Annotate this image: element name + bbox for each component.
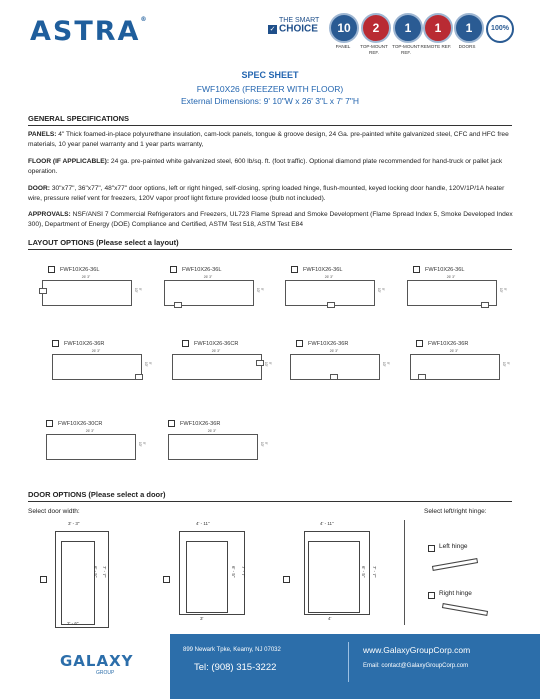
layout-width-dim: 26' 3" <box>329 349 339 353</box>
spec-sheet-title: SPEC SHEET <box>241 70 299 80</box>
layout-width-dim: 26' 3" <box>85 429 95 433</box>
door-2-frame-height-dim: 7' - 7" <box>241 566 246 578</box>
left-hinge-label: Left hinge <box>439 543 468 550</box>
layout-label: FWF10X26-36R <box>64 340 105 347</box>
door-2-bottom-dim: 3' <box>200 616 204 621</box>
door-marker <box>174 302 182 308</box>
floor-spec <box>28 157 514 176</box>
panels-label: PANELS: <box>28 131 57 138</box>
layout-width-dim: 26' 3" <box>91 349 101 353</box>
door-marker <box>256 360 264 366</box>
layout-depth-dim: 9' 10" <box>138 442 146 447</box>
layout-option-1[interactable] <box>42 266 142 293</box>
door-spec <box>28 184 514 203</box>
layout-plan <box>46 434 136 460</box>
layout-width-dim: 26' 3" <box>324 275 334 279</box>
layout-option-10[interactable] <box>168 420 268 447</box>
approvals-text: NSF/ANSI 7 Commercial Refrigerators and Freezers, UL723 Flame Spread and Smoke Development (Flame Spread Index 5, Smoke Developed Index 300), Department of Energy (DOE) Compliance and Certified, ASTM Test 518, ASTM Test E84 <box>28 211 513 228</box>
layout-label: FWF10X26-36R <box>308 340 349 347</box>
layout-checkbox[interactable] <box>48 266 55 273</box>
layout-width-dim: 26' 3" <box>211 349 221 353</box>
door-text: 30"x77", 36"x77", 48"x77" door options, left or right hinged, self-closing, spring loaded hinge, flush-mounted, keyed locking door handle, 120V/1P/1A heater wire, pressure relief vent for freezers, 120V vapor proof light fixture provided loose (bulb not included). <box>28 185 505 202</box>
floor-label: FLOOR (IF APPLICABLE): <box>28 158 110 165</box>
layout-depth-dim: 9' 10" <box>382 362 390 367</box>
badge-label-top-mount-2: TOP-MOUNT REF. <box>392 44 420 55</box>
hinge-divider <box>404 520 405 625</box>
warranty-badge-remote: 1 <box>423 13 453 43</box>
layout-checkbox[interactable] <box>168 420 175 427</box>
warranty-badge-top-mount: 2 <box>361 13 391 43</box>
door-3-height-dim: 6' - 5" <box>361 566 366 578</box>
layout-option-2[interactable] <box>164 266 264 293</box>
layout-width-dim: 26' 3" <box>203 275 213 279</box>
layout-label: FWF10X26-36L <box>425 266 465 273</box>
layout-plan <box>168 434 258 460</box>
layout-depth-dim: 9' 10" <box>256 288 264 293</box>
layout-checkbox[interactable] <box>46 420 53 427</box>
layout-label: FWF10X26-30CR <box>58 420 103 427</box>
door-1-leaf <box>61 541 95 625</box>
layout-plan <box>52 354 142 380</box>
footer-phone[interactable]: Tel: (908) 315-3222 <box>194 662 277 673</box>
warranty-badge-top-mount-2: 1 <box>393 13 423 43</box>
layout-label: FWF10X26-36CR <box>194 340 239 347</box>
layout-depth-dim: 9' 10" <box>134 288 142 293</box>
panels-text: 4" Thick foamed-in-place polyurethane insulation, cam-lock panels, tongue & groove design, 24 Ga. pre-painted white galvanized steel, CFC and HFC free materials, 10 year panel warranty and 1 year parts warranty, <box>28 131 509 148</box>
trademark: ® <box>140 16 149 23</box>
check-icon: ✓ <box>269 26 276 33</box>
footer-email[interactable]: Email: contact@GalaxyGroupCorp.com <box>363 663 469 669</box>
layout-checkbox[interactable] <box>291 266 298 273</box>
percent-badge: 100% <box>486 15 514 43</box>
galaxy-group-sub: GROUP <box>96 670 115 676</box>
layout-width-dim: 26' 3" <box>81 275 91 279</box>
layout-option-7[interactable] <box>290 340 390 367</box>
approvals-label: APPROVALS: <box>28 211 71 218</box>
layout-checkbox[interactable] <box>416 340 423 347</box>
astra-logo <box>30 16 148 47</box>
layout-width-dim: 26' 3" <box>446 275 456 279</box>
door-36-checkbox[interactable] <box>163 576 170 583</box>
hinge-label: Select left/right hinge: <box>424 508 487 515</box>
door-1-frame-height-dim: 7' - 7" <box>102 566 107 578</box>
door-1-bottom-dim: 2' - 6" <box>67 621 79 626</box>
floor-text: 24 ga. pre-painted white galvanized steel, 600 lb/sq. ft. (foot traffic). Optional diamond plate recommended for hand-truck or pallet jack operation. <box>28 158 503 175</box>
door-3-frame-height-dim: 7' - 7" <box>372 566 377 578</box>
door-marker <box>39 288 47 294</box>
layout-label: FWF10X26-36L <box>182 266 222 273</box>
layout-checkbox[interactable] <box>413 266 420 273</box>
model-title: FWF10X26 (FREEZER WITH FLOOR) <box>196 84 344 94</box>
door-3-top-dim: 4' - 11" <box>320 521 334 526</box>
layout-width-dim: 26' 3" <box>207 429 217 433</box>
layout-width-dim: 26' 3" <box>449 349 459 353</box>
footer-website[interactable]: www.GalaxyGroupCorp.com <box>363 645 471 655</box>
layout-plan <box>42 280 132 306</box>
layout-checkbox[interactable] <box>170 266 177 273</box>
external-dimensions: External Dimensions: 9' 10"W x 26' 3"L x 7' 7"H <box>180 96 359 106</box>
layout-depth-dim: 9' 10" <box>499 288 507 293</box>
panels-spec <box>28 130 514 149</box>
left-hinge-checkbox[interactable] <box>428 545 435 552</box>
layout-option-3[interactable] <box>285 266 385 293</box>
layout-option-5[interactable] <box>52 340 152 367</box>
layout-label: FWF10X26-36R <box>428 340 469 347</box>
door-3-bottom-dim: 4' <box>328 616 332 621</box>
footer-divider <box>348 642 349 682</box>
approvals-spec <box>28 210 514 229</box>
layout-checkbox[interactable] <box>296 340 303 347</box>
galaxy-logo: GALAXY <box>60 652 134 670</box>
warranty-badge-doors: 1 <box>454 13 484 43</box>
door-30-checkbox[interactable] <box>40 576 47 583</box>
smart-choice-mark <box>268 17 328 34</box>
layout-option-8[interactable] <box>410 340 510 367</box>
layout-label: FWF10X26-36L <box>60 266 100 273</box>
badge-label-panel: PANEL <box>335 44 351 49</box>
layout-depth-dim: 9' 10" <box>144 362 152 367</box>
badge-label-remote: REMOTE REF. <box>420 44 452 49</box>
right-hinge-label: Right hinge <box>439 590 472 597</box>
layout-checkbox[interactable] <box>52 340 59 347</box>
door-2-height-dim: 6' - 5" <box>231 566 236 578</box>
door-48-checkbox[interactable] <box>283 576 290 583</box>
left-hinge-icon <box>432 558 478 571</box>
door-width-label: Select door width: <box>28 508 80 515</box>
choice-line1: THE SMART <box>279 17 320 24</box>
door-label: DOOR: <box>28 185 50 192</box>
door-3-leaf <box>308 541 360 613</box>
right-hinge-icon <box>442 603 488 616</box>
layout-depth-dim: 9' 10" <box>377 288 385 293</box>
layout-depth-dim: 9' 10" <box>260 442 268 447</box>
badge-label-doors: DOORS <box>458 44 476 49</box>
layout-label: FWF10X26-36R <box>180 420 221 427</box>
choice-line2: CHOICE <box>279 23 318 35</box>
layout-depth-dim: 9' 10" <box>502 362 510 367</box>
door-marker <box>327 302 335 308</box>
door-2-top-dim: 4' - 11" <box>196 521 210 526</box>
door-marker <box>135 374 143 380</box>
layout-plan <box>172 354 262 380</box>
layout-option-4[interactable] <box>407 266 507 293</box>
warranty-badge-panel: 10 <box>329 13 359 43</box>
badge-label-top-mount: TOP-MOUNT REF. <box>360 44 388 55</box>
door-1-top-dim: 3' - 3" <box>68 521 80 526</box>
footer-address: 899 Newark Tpke, Kearny, NJ 07032 <box>183 647 281 653</box>
door-1-height-dim: 6' - 5" <box>93 566 98 578</box>
door-marker <box>481 302 489 308</box>
layout-options-heading: LAYOUT OPTIONS (Please select a layout) <box>28 238 512 250</box>
brand-name: ASTRA <box>30 16 141 47</box>
layout-checkbox[interactable] <box>182 340 189 347</box>
door-2-leaf <box>186 541 228 613</box>
right-hinge-checkbox[interactable] <box>428 592 435 599</box>
door-options-heading: DOOR OPTIONS (Please select a door) <box>28 490 512 502</box>
layout-option-6[interactable] <box>172 340 272 367</box>
door-marker <box>418 374 426 380</box>
layout-depth-dim: 9' 10" <box>264 362 272 367</box>
layout-option-9[interactable] <box>46 420 146 447</box>
general-specs-heading: GENERAL SPECIFICATIONS <box>28 114 512 126</box>
layout-label: FWF10X26-36L <box>303 266 343 273</box>
door-marker <box>330 374 338 380</box>
